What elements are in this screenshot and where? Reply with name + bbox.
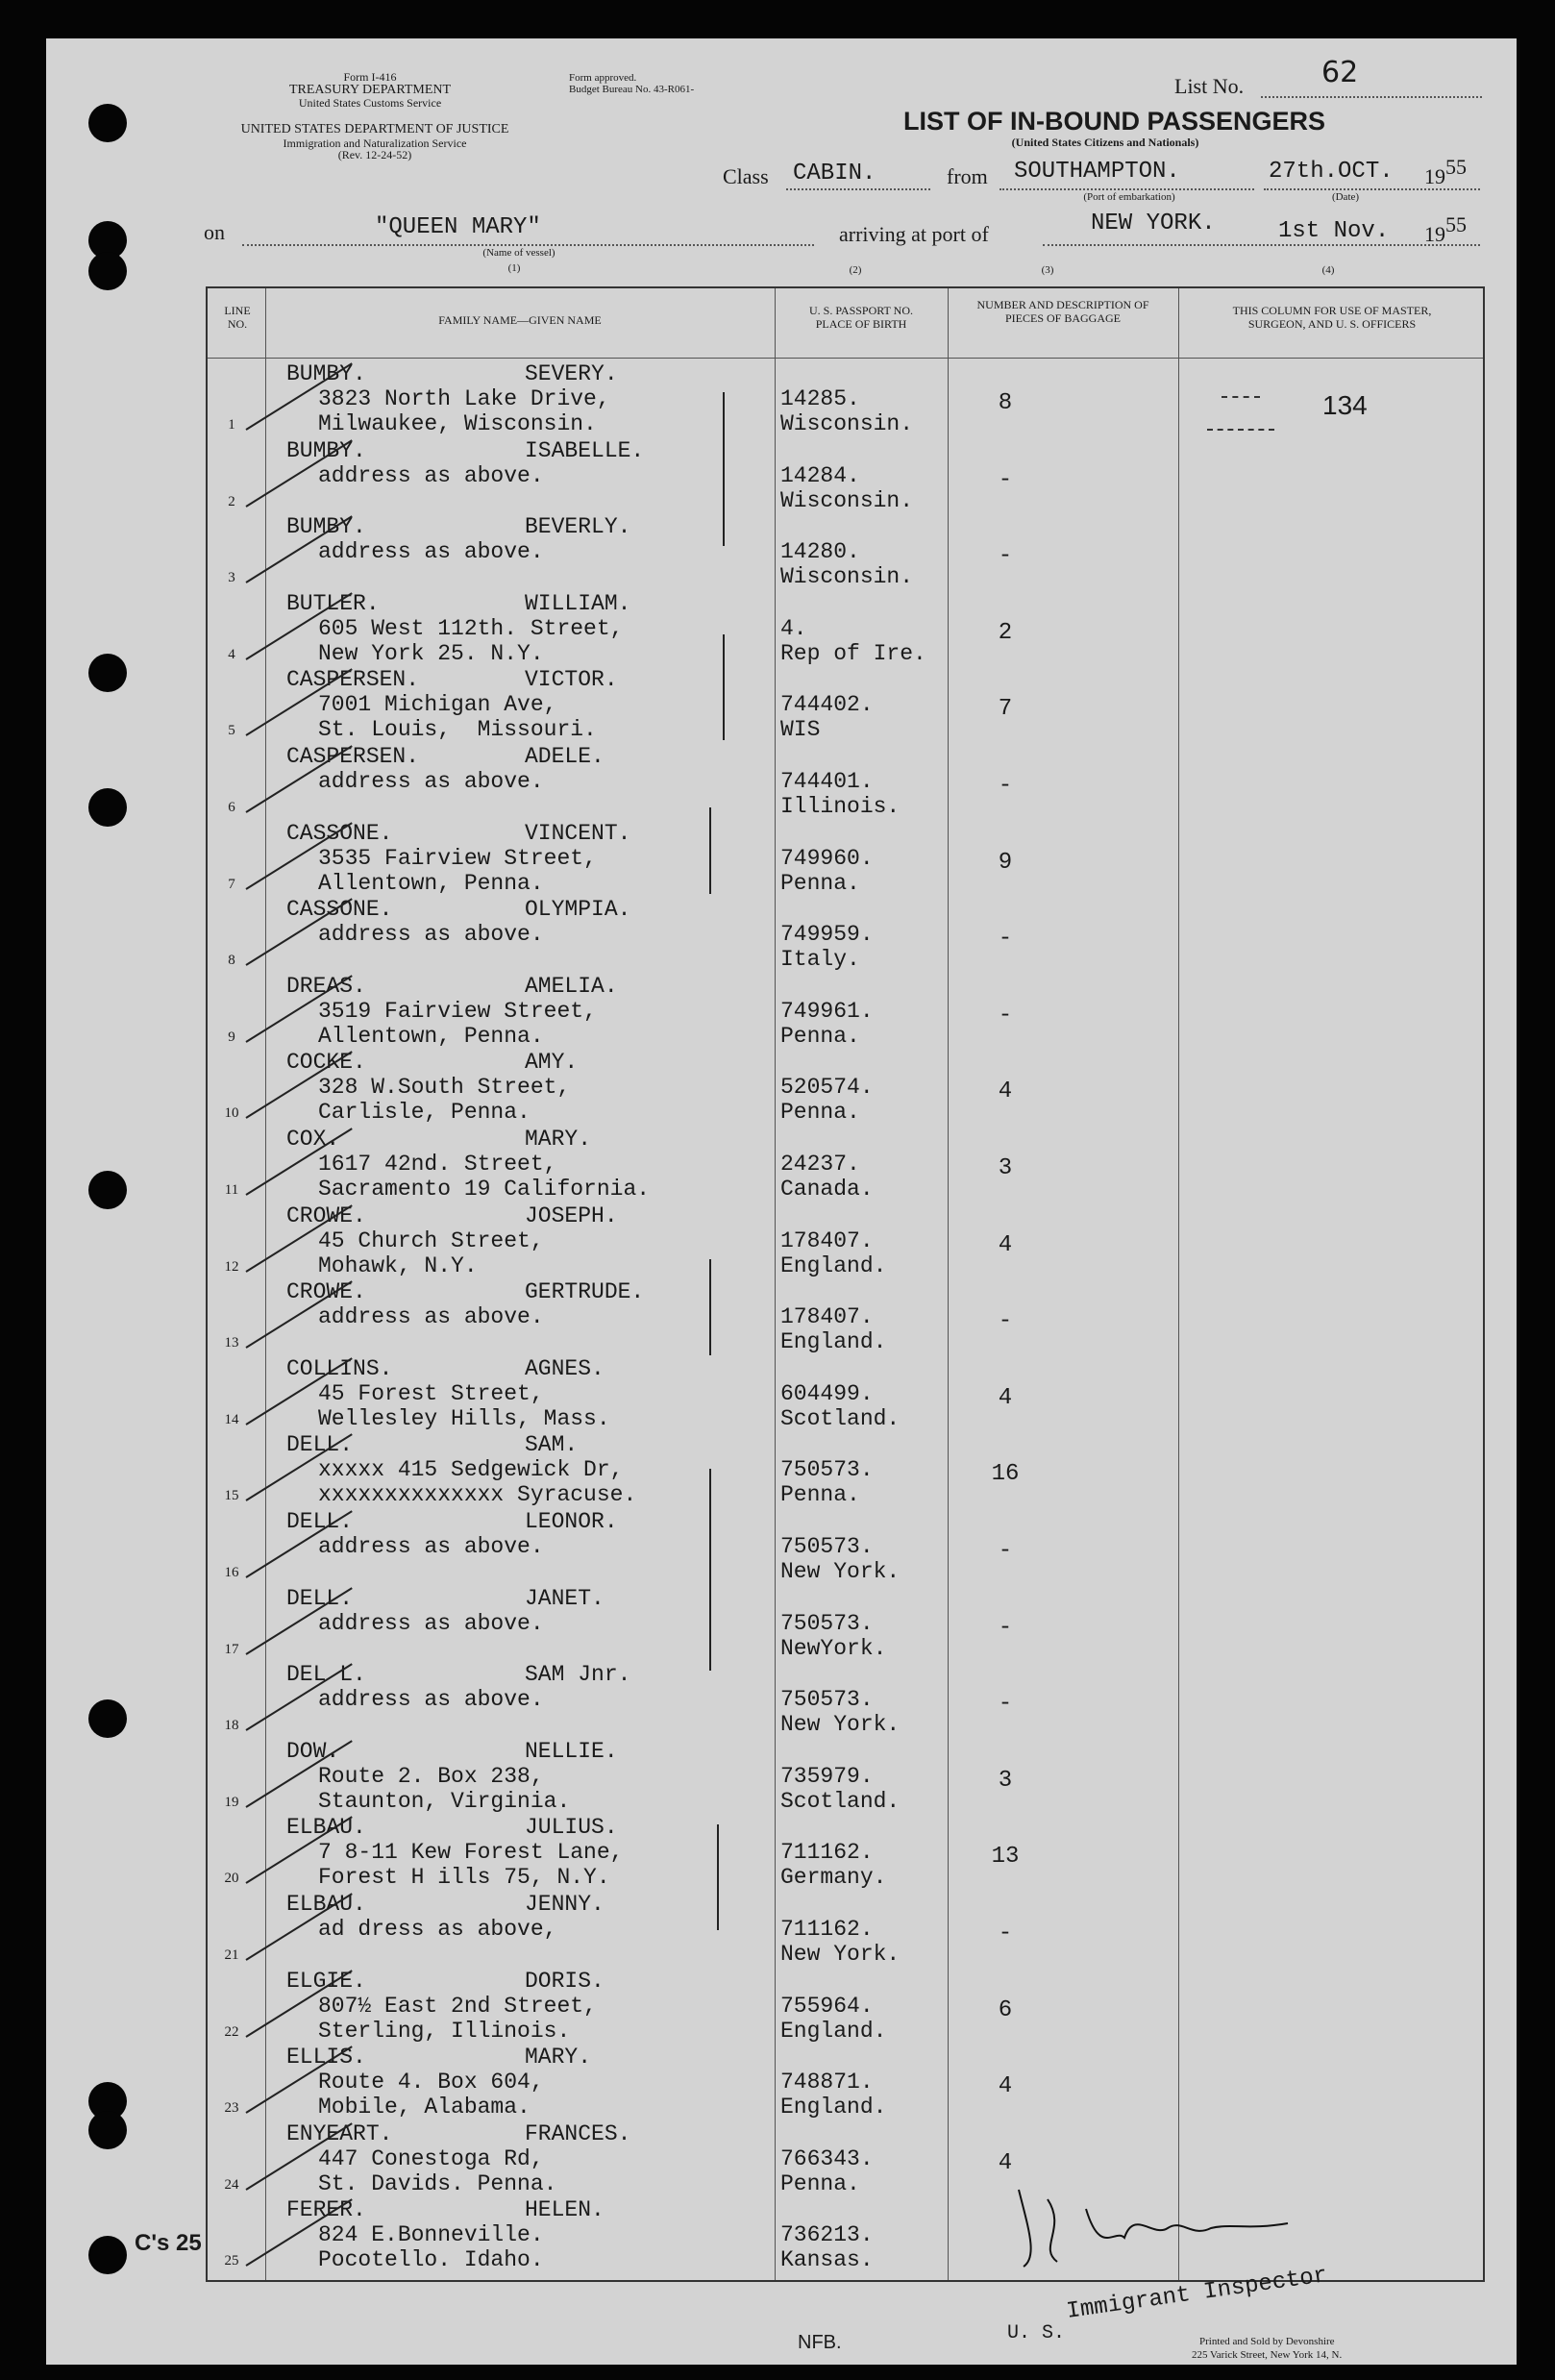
place-of-birth: Canada.: [780, 1177, 874, 1202]
justice-dept: UNITED STATES DEPARTMENT OF JUSTICE: [240, 122, 509, 136]
baggage-count: -: [998, 543, 1013, 570]
family-bracket: [717, 1824, 719, 1930]
line-number: 3: [228, 570, 235, 586]
given-name: AMELIA.: [525, 973, 618, 999]
place-of-birth: Rep of Ire.: [780, 640, 926, 666]
address-line-2: Carlisle, Penna.: [318, 1100, 531, 1126]
passenger-row: [208, 591, 1483, 668]
address-line-1: Route 2. Box 238,: [318, 1763, 544, 1789]
printer-line-1: Printed and Sold by Devonshire: [1199, 2336, 1335, 2347]
place-of-birth: WIS: [780, 717, 821, 743]
place-of-birth: Wisconsin.: [780, 487, 914, 513]
line-number: 15: [224, 1488, 239, 1504]
family-name: DOW.: [286, 1738, 340, 1764]
passport-number: 744402.: [780, 692, 874, 718]
given-name: SEVERY.: [525, 361, 618, 386]
address-line-1: 45 Church Street,: [318, 1227, 544, 1253]
given-name: ADELE.: [525, 744, 605, 769]
passenger-row: [208, 821, 1483, 898]
passenger-row: [208, 438, 1483, 515]
line-number: 22: [224, 2023, 239, 2040]
address-line-1: 45 Forest Street,: [318, 1380, 544, 1406]
address-line-2: Sacramento 19 California.: [318, 1177, 651, 1202]
officer-note: 134: [1322, 390, 1368, 420]
vessel-line: [242, 244, 814, 246]
passenger-row: [208, 2045, 1483, 2121]
address-line-1: 3535 Fairview Street,: [318, 845, 597, 871]
departure-year: 55: [1445, 155, 1467, 179]
address-line-2: Allentown, Penna.: [318, 1023, 544, 1049]
family-name: ELGIE.: [286, 1968, 366, 1994]
place-of-birth: Penna.: [780, 2170, 860, 2196]
given-name: JOSEPH.: [525, 1202, 618, 1228]
place-of-birth: Wisconsin.: [780, 564, 914, 590]
departure-date: 27th.OCT.: [1269, 159, 1394, 185]
passport-number: 14280.: [780, 539, 860, 565]
passport-number: 604499.: [780, 1380, 874, 1406]
given-name: OLYMPIA.: [525, 897, 631, 923]
binder-hole: [88, 1699, 127, 1738]
passport-number: 748871.: [780, 2070, 874, 2095]
baggage-count: 4: [998, 1078, 1013, 1105]
list-no-value: 62: [1321, 56, 1359, 89]
given-name: ISABELLE.: [525, 437, 645, 463]
address-line-2: New York 25. N.Y.: [318, 640, 544, 666]
given-name: MARY.: [525, 1127, 592, 1152]
given-name: NELLIE.: [525, 1738, 618, 1764]
passenger-row: [208, 1815, 1483, 1892]
revision: (Rev. 12-24-52): [337, 148, 412, 162]
given-name: VINCENT.: [525, 820, 631, 846]
place-of-birth: England.: [780, 2095, 887, 2120]
line-number: 18: [224, 1718, 239, 1734]
class-label: Class: [723, 164, 769, 188]
baggage-count: 6: [998, 1996, 1013, 2023]
given-name: SAM Jnr.: [525, 1662, 631, 1688]
address-line-1: 7001 Michigan Ave,: [318, 692, 557, 718]
left-note: C's 25: [135, 2230, 202, 2256]
col-marker-2: (2): [849, 264, 862, 276]
family-name: CASSONE.: [286, 897, 393, 923]
baggage-count: 4: [998, 1384, 1013, 1411]
baggage-count: 7: [998, 696, 1013, 723]
address-line-1: 605 West 112th. Street,: [318, 615, 624, 641]
passport-number: 744401.: [780, 769, 874, 794]
document-subtitle: (United States Citizens and Nationals): [1011, 136, 1199, 149]
given-name: JANET.: [525, 1585, 605, 1611]
place-of-birth: Penna.: [780, 1100, 860, 1126]
list-no-label: List No.: [1174, 74, 1245, 98]
form-approved: Form approved.: [569, 72, 637, 84]
address-line-2: Mohawk, N.Y.: [318, 1252, 478, 1278]
passport-number: 14285.: [780, 386, 860, 411]
address-line-1: 824 E.Bonneville.: [318, 2222, 544, 2248]
line-number: 23: [224, 2100, 239, 2117]
from-line: [1000, 188, 1254, 190]
family-bracket: [709, 1469, 711, 1671]
place-of-birth: Italy.: [780, 947, 860, 973]
line-number: 17: [224, 1641, 239, 1657]
printer-line-2: 225 Varick Street, New York 14, N.: [1192, 2349, 1343, 2361]
binder-hole: [88, 2111, 127, 2149]
family-name: COLLINS.: [286, 1355, 393, 1381]
place-of-birth: England.: [780, 1252, 887, 1278]
address-line-1: address as above.: [318, 1610, 544, 1636]
address-line-2: Milwaukee, Wisconsin.: [318, 411, 597, 436]
given-name: DORIS.: [525, 1968, 605, 1994]
baggage-count: 4: [998, 2149, 1013, 2176]
baggage-count: 9: [998, 849, 1013, 876]
line-number: 1: [228, 417, 235, 433]
place-of-birth: Germany.: [780, 1865, 887, 1891]
line-number: 20: [224, 1871, 239, 1887]
family-name: CASSONE.: [286, 820, 393, 846]
address-line-1: Route 4. Box 604,: [318, 2070, 544, 2095]
passenger-row: [208, 1279, 1483, 1356]
line-number: 21: [224, 1947, 239, 1963]
place-of-birth: Wisconsin.: [780, 411, 914, 436]
inspector-signature: [1009, 2170, 1297, 2276]
address-line-2: Staunton, Virginia.: [318, 1788, 571, 1814]
budget-block: [569, 73, 771, 95]
address-line-2: Pocotello. Idaho.: [318, 2247, 544, 2273]
address-line-1: address as above.: [318, 1534, 544, 1559]
passport-number: 750573.: [780, 1610, 874, 1636]
passport-number: 4.: [780, 615, 807, 641]
address-line-2: Sterling, Illinois.: [318, 2018, 571, 2044]
us-label: U. S.: [1007, 2322, 1066, 2344]
treasury-dept: TREASURY DEPARTMENT: [288, 82, 452, 97]
family-name: BUTLER.: [286, 590, 380, 616]
given-name: WILLIAM.: [525, 590, 631, 616]
family-name: ELBAU.: [286, 1892, 366, 1917]
passport-number: 520574.: [780, 1075, 874, 1101]
binder-hole: [88, 788, 127, 827]
place-of-birth: England.: [780, 1329, 887, 1355]
address-line-2: xxxxxxxxxxxxxx Syracuse.: [318, 1482, 637, 1508]
passenger-row: [208, 1203, 1483, 1280]
family-name: CROWE.: [286, 1279, 366, 1305]
col-head-baggage: NUMBER AND DESCRIPTION OF PIECES OF BAGGAGE: [976, 298, 1149, 326]
line-number: 11: [224, 1182, 239, 1198]
baggage-count: -: [998, 1002, 1013, 1029]
binder-hole: [88, 654, 127, 692]
nfb-note: NFB.: [798, 2332, 842, 2353]
passenger-row: [208, 1509, 1483, 1586]
family-name: BUMBY.: [286, 437, 366, 463]
binder-hole: [88, 252, 127, 290]
passport-number: 749959.: [780, 922, 874, 948]
baggage-count: 2: [998, 619, 1013, 646]
passport-number: 755964.: [780, 1993, 874, 2019]
passenger-row: [208, 1586, 1483, 1663]
passenger-table: [206, 286, 1485, 2282]
baggage-count: -: [998, 1614, 1013, 1641]
passenger-row: [208, 744, 1483, 821]
address-line-2: St. Louis, Missouri.: [318, 717, 597, 743]
line-number: 13: [224, 1335, 239, 1351]
form-number: Form I-416: [343, 70, 397, 84]
given-name: VICTOR.: [525, 667, 618, 693]
family-name: ELLIS.: [286, 2045, 366, 2070]
baggage-count: 3: [998, 1767, 1013, 1794]
binder-hole: [88, 2236, 127, 2274]
baggage-count: -: [998, 773, 1013, 799]
line-number: 6: [228, 800, 235, 815]
given-name: MARY.: [525, 2045, 592, 2070]
line-number: 12: [224, 1258, 239, 1275]
place-of-birth: Penna.: [780, 1023, 860, 1049]
given-name: BEVERLY.: [525, 514, 631, 540]
budget-bureau: Budget Bureau No. 43-R061-: [569, 83, 695, 95]
family-name: CROWE.: [286, 1202, 366, 1228]
col-marker-4: (4): [1321, 264, 1335, 276]
address-line-1: address as above.: [318, 922, 544, 948]
passenger-row: [208, 1050, 1483, 1127]
family-name: FERER.: [286, 2197, 366, 2223]
baggage-count: -: [998, 1308, 1013, 1335]
passport-number: 711162.: [780, 1917, 874, 1942]
passenger-row: [208, 1969, 1483, 2045]
place-of-birth: Penna.: [780, 1482, 860, 1508]
family-name: COCKE.: [286, 1050, 366, 1076]
baggage-count: 3: [998, 1155, 1013, 1181]
passenger-row: [208, 1127, 1483, 1203]
passenger-row: [208, 667, 1483, 744]
passport-number: 178407.: [780, 1227, 874, 1253]
col-head-passport: U. S. PASSPORT NO. PLACE OF BIRTH: [809, 304, 913, 332]
line-number: 4: [228, 646, 235, 662]
col-head-family-name: FAMILY NAME—GIVEN NAME: [438, 313, 602, 327]
address-line-1: address as above.: [318, 1687, 544, 1713]
address-line-1: address as above.: [318, 769, 544, 794]
address-line-2: Allentown, Penna.: [318, 870, 544, 896]
passport-number: 766343.: [780, 2145, 874, 2171]
class-line: [786, 188, 930, 190]
line-number: 2: [228, 493, 235, 509]
given-name: SAM.: [525, 1432, 579, 1458]
family-name: COX.: [286, 1127, 340, 1152]
family-name: BUMBY.: [286, 514, 366, 540]
list-no-line: [1261, 96, 1482, 98]
inspector-label: Immigrant Inspector: [1065, 2263, 1329, 2325]
passport-number: 178407.: [780, 1304, 874, 1330]
baggage-count: -: [998, 1538, 1013, 1564]
passenger-row: [208, 1739, 1483, 1816]
family-name: DELL.: [286, 1509, 354, 1534]
line-number: 10: [224, 1105, 239, 1122]
passport-number: 711162.: [780, 1840, 874, 1866]
col-head-officers: THIS COLUMN FOR USE OF MASTER, SURGEON, AND U. S. OFFICERS: [1232, 304, 1432, 332]
arrival-line: [1043, 244, 1480, 246]
line-number: 9: [228, 1029, 235, 1045]
class-value: CABIN.: [793, 161, 876, 186]
line-number: 8: [228, 953, 235, 969]
passport-number: 24237.: [780, 1152, 860, 1177]
family-bracket: [709, 1259, 711, 1355]
address-line-1: address as above.: [318, 539, 544, 565]
date-line: [1264, 188, 1480, 190]
baggage-count: -: [998, 926, 1013, 953]
departure-year-prefix: 19: [1424, 164, 1445, 188]
family-bracket: [709, 807, 711, 894]
from-value: SOUTHAMPTON.: [1014, 159, 1180, 185]
line-number: 25: [224, 2253, 239, 2269]
place-of-birth: Scotland.: [780, 1405, 901, 1431]
baggage-count: 4: [998, 2073, 1013, 2100]
place-of-birth: Illinois.: [780, 794, 901, 819]
port-caption: (Port of embarkation): [1083, 191, 1175, 203]
baggage-count: 8: [998, 390, 1013, 416]
address-line-1: address as above.: [318, 462, 544, 488]
address-line-1: 3519 Fairview Street,: [318, 998, 597, 1024]
family-bracket: [723, 392, 725, 546]
place-of-birth: England.: [780, 2018, 887, 2044]
family-name: CASPERSEN.: [286, 667, 420, 693]
family-name: ELBAU.: [286, 1815, 366, 1841]
passenger-row: [208, 1662, 1483, 1739]
justice-block: [197, 123, 553, 161]
passport-number: 750573.: [780, 1687, 874, 1713]
passport-number: 14284.: [780, 462, 860, 488]
passport-number: 749960.: [780, 845, 874, 871]
given-name: JULIUS.: [525, 1815, 618, 1841]
given-name: HELEN.: [525, 2197, 605, 2223]
line-number: 19: [224, 1794, 239, 1810]
family-bracket: [723, 634, 725, 740]
form-id-block: [259, 71, 481, 110]
family-name: DEL L.: [286, 1662, 366, 1688]
arrival-date: 1st Nov.: [1278, 218, 1390, 244]
passport-number: 750573.: [780, 1457, 874, 1483]
family-name: DELL.: [286, 1585, 354, 1611]
line-number: 7: [228, 876, 235, 892]
arrival-year: 55: [1445, 212, 1467, 236]
address-line-2: Mobile, Alabama.: [318, 2095, 531, 2120]
place-of-birth: NewYork.: [780, 1635, 887, 1661]
passenger-row: [208, 897, 1483, 974]
address-line-1: 3823 North Lake Drive,: [318, 386, 610, 411]
family-name: BUMBY.: [286, 361, 366, 386]
baggage-count: -: [998, 1921, 1013, 1946]
place-of-birth: Penna.: [780, 870, 860, 896]
given-name: FRANCES.: [525, 2120, 631, 2146]
family-name: ENYEART.: [286, 2120, 393, 2146]
address-line-1: 1617 42nd. Street,: [318, 1152, 557, 1177]
address-line-1: 328 W.South Street,: [318, 1075, 571, 1101]
place-of-birth: Kansas.: [780, 2247, 874, 2273]
passenger-row: [208, 974, 1483, 1051]
col-marker-1: (1): [507, 262, 521, 274]
address-line-2: Wellesley Hills, Mass.: [318, 1405, 610, 1431]
address-line-1: address as above.: [318, 1304, 544, 1330]
passport-number: 735979.: [780, 1763, 874, 1789]
passenger-row: [208, 1432, 1483, 1509]
arrival-year-prefix: 19: [1424, 222, 1445, 246]
address-line-2: Forest H ills 75, N.Y.: [318, 1865, 610, 1891]
place-of-birth: New York.: [780, 1559, 901, 1584]
passport-number: 736213.: [780, 2222, 874, 2248]
ins-service: Immigration and Naturalization Service: [283, 136, 467, 150]
col-marker-3: (3): [1041, 264, 1054, 276]
given-name: AMY.: [525, 1050, 579, 1076]
family-name: DELL.: [286, 1432, 354, 1458]
baggage-count: -: [998, 466, 1013, 493]
passport-number: 750573.: [780, 1534, 874, 1559]
binder-hole: [88, 1171, 127, 1209]
baggage-count: -: [998, 1691, 1013, 1718]
line-number: 24: [224, 2176, 239, 2193]
given-name: GERTRUDE.: [525, 1279, 645, 1305]
family-name: CASPERSEN.: [286, 744, 420, 769]
address-line-1: xxxxx 415 Sedgewick Dr,: [318, 1457, 624, 1483]
given-name: LEONOR.: [525, 1509, 618, 1534]
from-label: from: [947, 164, 988, 188]
passenger-row: [208, 1892, 1483, 1969]
address-line-1: 7 8-11 Kew Forest Lane,: [318, 1840, 624, 1866]
given-name: JENNY.: [525, 1892, 605, 1917]
header-rule: [208, 358, 1483, 359]
address-line-1: ad dress as above,: [318, 1917, 557, 1942]
baggage-count: 16: [991, 1461, 1020, 1488]
date-caption: (Date): [1331, 191, 1360, 203]
arrival-port: NEW YORK.: [1091, 211, 1216, 236]
col-head-line-no: LINE NO.: [224, 304, 251, 332]
vessel-name: "QUEEN MARY": [375, 214, 541, 240]
family-name: DREAS.: [286, 973, 366, 999]
arriving-label: arriving at port of: [839, 222, 989, 246]
passport-number: 749961.: [780, 998, 874, 1024]
customs-service: United States Customs Service: [298, 96, 442, 111]
given-name: AGNES.: [525, 1355, 605, 1381]
passenger-row: [208, 1356, 1483, 1433]
address-line-1: 447 Conestoga Rd,: [318, 2145, 544, 2171]
binder-hole: [88, 104, 127, 142]
line-number: 16: [224, 1565, 239, 1580]
baggage-count: 13: [991, 1844, 1020, 1871]
passenger-row: [208, 361, 1483, 438]
baggage-count: 4: [998, 1231, 1013, 1258]
on-label: on: [204, 220, 225, 244]
line-number: 14: [224, 1411, 239, 1427]
vessel-caption: (Name of vessel): [482, 247, 555, 259]
place-of-birth: New York.: [780, 1712, 901, 1738]
place-of-birth: New York.: [780, 1942, 901, 1967]
address-line-2: St. Davids. Penna.: [318, 2170, 557, 2196]
line-number: 5: [228, 723, 235, 739]
passenger-row: [208, 514, 1483, 591]
document-title: LIST OF IN-BOUND PASSENGERS: [903, 107, 1326, 136]
place-of-birth: Scotland.: [780, 1788, 901, 1814]
address-line-1: 807½ East 2nd Street,: [318, 1993, 597, 2019]
